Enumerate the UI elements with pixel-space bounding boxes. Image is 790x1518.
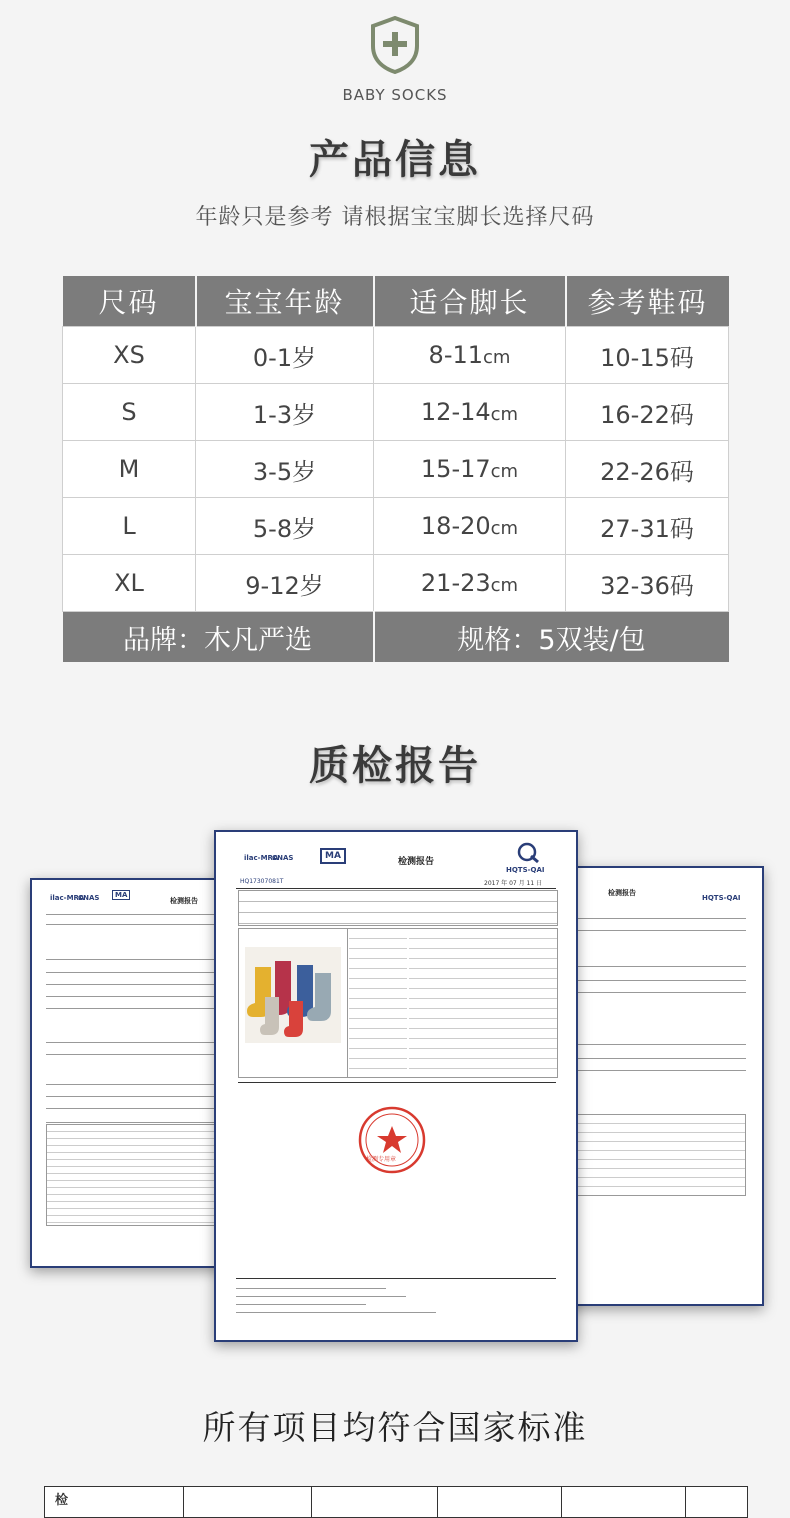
table-row: [63, 327, 729, 384]
cell-foot: [374, 384, 566, 441]
cell-size: M: [63, 441, 196, 498]
size-table: [62, 276, 729, 662]
cnas-logo: CNAS: [272, 854, 294, 862]
seal-text: 检测专用章: [366, 1156, 397, 1163]
foot-value: 12-14: [420, 398, 491, 426]
cell-age: 5-8岁: [196, 498, 374, 555]
header-age: 宝宝年龄: [196, 276, 374, 327]
foot-value: 21-23: [420, 569, 491, 597]
foot-unit: cm: [490, 404, 519, 425]
foot-unit: cm: [490, 518, 519, 539]
bottom-table: [44, 1486, 748, 1518]
cell-shoe: 32-36码: [566, 555, 729, 612]
cnas-logo: CNAS: [78, 894, 100, 902]
foot-unit: cm: [490, 461, 519, 482]
ilac-logo: ilac-MRA: [244, 854, 279, 862]
report-title-left: 检测报告: [170, 897, 198, 905]
foot-unit: cm: [490, 575, 519, 596]
ma-logo: MA: [320, 848, 346, 864]
footer-brand: 品牌：木凡严选: [63, 612, 374, 663]
report-title: 检测报告: [398, 857, 435, 867]
report-date: 2017 年 07 月 11 日: [484, 880, 543, 887]
cell-size: XL: [63, 555, 196, 612]
hqts-logo-right: HQTS-QAI: [702, 894, 741, 902]
socks-photo: [245, 947, 341, 1043]
table-row: [63, 498, 729, 555]
cell-foot: [374, 498, 566, 555]
cell-age: 0-1岁: [196, 327, 374, 384]
hqts-label: HQTS-QAI: [506, 866, 545, 874]
cell-age: 3-5岁: [196, 441, 374, 498]
inspection-seal: [356, 1104, 428, 1176]
report-doc-left: [30, 878, 224, 1268]
qc-title: 质检报告: [309, 743, 481, 789]
hqts-logo-icon: [516, 842, 540, 864]
footer-spec: 规格：5双装/包: [374, 612, 729, 663]
cell-size: L: [63, 498, 196, 555]
cell-size: S: [63, 384, 196, 441]
foot-value: 8-11: [428, 341, 484, 369]
shield-plus-icon: [369, 16, 421, 74]
cell-shoe: 22-26码: [566, 441, 729, 498]
cell-shoe: 27-31码: [566, 498, 729, 555]
ilac-logo: ilac-MRA: [50, 894, 85, 902]
cell-shoe: 10-15码: [566, 327, 729, 384]
foot-value: 18-20: [420, 512, 491, 540]
cell-foot: [374, 327, 566, 384]
report-number: HQ17307081T: [240, 878, 284, 885]
page-title: 产品信息: [309, 137, 481, 183]
size-table-header: [63, 276, 729, 327]
cell-foot: [374, 555, 566, 612]
page-subtitle: 年龄只是参考 请根据宝宝脚长选择尺码: [195, 205, 595, 230]
header-size: 尺码: [63, 276, 196, 327]
cell-age: 9-12岁: [196, 555, 374, 612]
cell-shoe: 16-22码: [566, 384, 729, 441]
cell-size: XS: [63, 327, 196, 384]
report-doc-right: [566, 866, 764, 1306]
table-row: [63, 384, 729, 441]
cell-foot: [374, 441, 566, 498]
header-foot-length: 适合脚长: [374, 276, 566, 327]
ma-logo: MA: [112, 890, 130, 900]
foot-value: 15-17: [420, 455, 491, 483]
header-shoe-size: 参考鞋码: [566, 276, 729, 327]
report-doc-center: [214, 830, 578, 1342]
table-row: [63, 441, 729, 498]
cell-age: 1-3岁: [196, 384, 374, 441]
foot-unit: cm: [483, 347, 511, 368]
report-title-right: 检测报告: [608, 889, 636, 897]
table-row: [63, 555, 729, 612]
size-table-footer: [63, 612, 729, 663]
bottom-table-first-cell: 检: [55, 1493, 69, 1508]
brand-name: BABY SOCKS: [342, 86, 448, 104]
conclusion-text: 所有项目均符合国家标准: [202, 1408, 588, 1447]
